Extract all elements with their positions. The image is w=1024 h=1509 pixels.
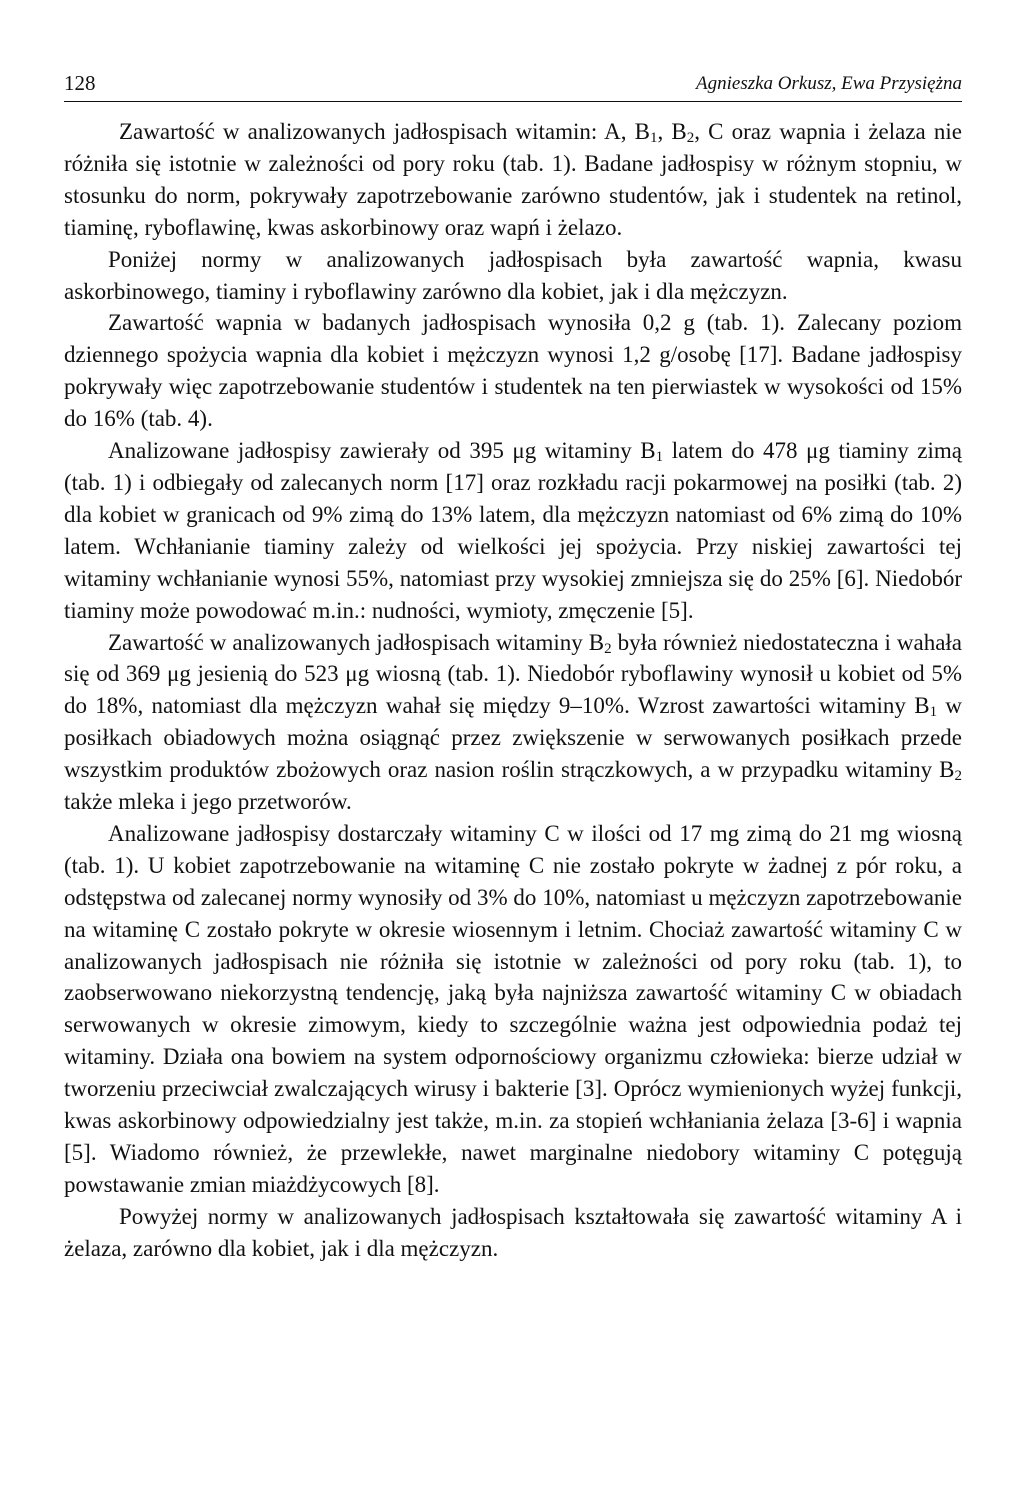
running-head-authors: Agnieszka Orkusz, Ewa Przysiężna: [696, 73, 962, 94]
paragraph: Analizowane jadłospisy zawierały od 395 μg witaminy $B_1$ latem do 478 μg tiaminy zimą (tab. 1) i odbiegały od zalecanych norm [17] oraz rozkładu racji pokarmowej na posiłki (tab. 2) dla kobiet w granicach od 9% zimą do 13% latem, dla mężczyzn natomiast od 6% zimą do 10% latem. Wchłanianie tiaminy zależy od wielkości jej spożycia. Przy niskiej zawartości tej witaminy wchłanianie wynosi 55%, natomiast przy wysokiej zmniejsza się do 25% [6]. Niedobór tiaminy może powodować m.in.: nudności, wymioty, zmęczenie [5].: [64, 438, 962, 623]
paragraph: Powyżej normy w analizowanych jadłospisach kształtowała się zawartość witaminy A i żelaza, zarówno dla kobiet, jak i dla mężczyzn.: [64, 1203, 962, 1261]
paragraph: Analizowane jadłospisy dostarczały witaminy C w ilości od 17 mg zimą do 21 mg wiosną (tab. 1). U kobiet zapotrzebowanie na witaminę C nie zostało pokryte w żadnej z pór roku, a odstępstwa od zalecanej normy wynosiły od 3% do 10%, natomiast u mężczyzn zapotrzebowanie na witaminę C zostało pokryte w okresie wiosennym i letnim. Chociaż zawartość witaminy C w analizowanych jadłospisach nie różniła się istotnie w zależności od pory roku (tab. 1), to zaobserwowano niekorzystną tendencję, jaką była najniższa zawartość witaminy C w obiadach serwowanych w okresie zimowym, kiedy to szczególnie ważna jest odpowiednia podaż tej witaminy. Działa ona bowiem na system odpornościowy organizmu człowieka: bierze udział w tworzeniu przeciwciał zwalczających wirusy i bakterie [3]. Oprócz wymienionych wyżej funkcji, kwas askorbinowy odpowiedzialny jest także, m.in. za stopień wchłaniania żelaza [3-6] i wapnia [5]. Wiadomo również, że przewlekłe, nawet marginalne niedobory witaminy C potęgują powstawanie zmian miażdżycowych [8].: [64, 820, 962, 1197]
page-header: [64, 67, 962, 102]
paragraph: Zawartość w analizowanych jadłospisach witaminy $B_2$ była również niedostateczna i wahała się od 369 μg jesienią do 523 μg wiosną (tab. 1). Niedobór ryboflawiny wynosił u kobiet od 5% do 18%, natomiast dla mężczyzn wahał się między 9–10%. Wzrost zawartości witaminy $B_1$ w posiłkach obiadowych można osiągnąć przez zwiększenie w serwowanych posiłkach przede wszystkim produktów zbożowych oraz nasion roślin strączkowych, a w przypadku witaminy $B_2$ także mleka i jego przetworów.: [64, 629, 962, 815]
body-text: [64, 116, 962, 1265]
paragraph: Poniżej normy w analizowanych jadłospisach była zawartość wapnia, kwasu askorbinowego, tiaminy i ryboflawiny zarówno dla kobiet, jak i dla mężczyzn.: [64, 246, 962, 304]
paragraph: Zawartość w analizowanych jadłospisach witamin: A, $B_1$, $B_2$, C oraz wapnia i żelaza nie różniła się istotnie w zależności od pory roku (tab. 1). Badane jadłospisy w różnym stopniu, w stosunku do norm, pokrywały zapotrzebowanie zarówno studentów, jak i studentek na retinol, tiaminę, ryboflawinę, kwas askorbinowy oraz wapń i żelazo.: [64, 119, 962, 240]
page-number: 128: [64, 71, 96, 95]
paragraph: Zawartość wapnia w badanych jadłospisach wynosiła 0,2 g (tab. 1). Zalecany poziom dziennego spożycia wapnia dla kobiet i mężczyzn wynosi 1,2 g/osobę [17]. Badane jadłospisy pokrywały więc zapotrzebowanie studentów i studentek na ten pierwiastek w wysokości od 15% do 16% (tab. 4).: [64, 310, 962, 432]
